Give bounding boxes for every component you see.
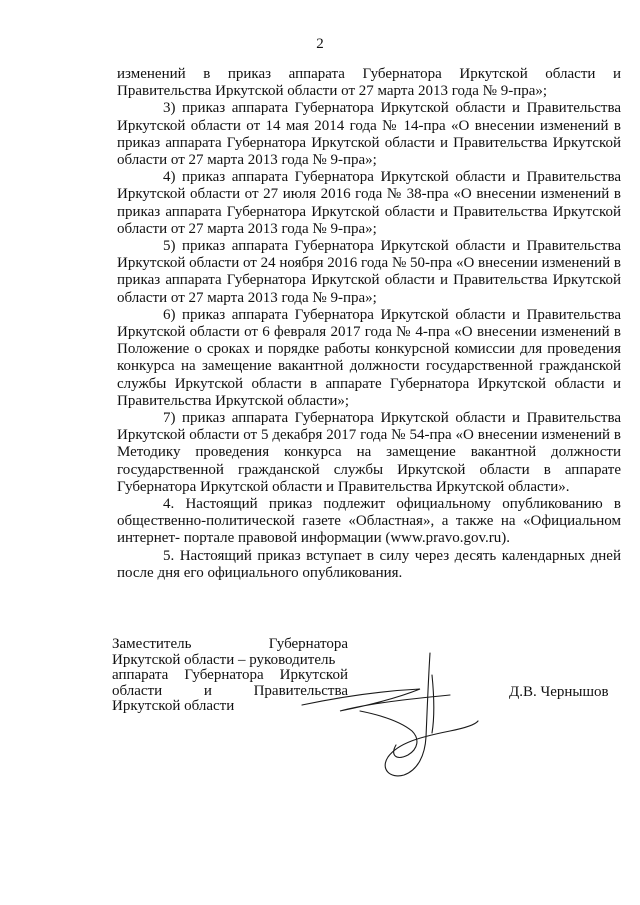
signatory-word: Правительства [253, 682, 348, 699]
paragraph-item-5: 5) приказ аппарата Губернатора Иркутской области и Правительства Иркутской области от 24 ноября 2016 года № 50-пра «О внесении изменений в приказ аппарата Губернатора Иркутской области и Правительства Иркутской области от 27 марта 2013 года № 9-пра»; [117, 238, 621, 306]
signatory-word: Иркутской [279, 667, 348, 683]
paragraph-item-7: 7) приказ аппарата Губернатора Иркутской области и Правительства Иркутской области от 5 декабря 2017 года № 54-пра «О внесении изменений в Методику проведения конкурса на замещение вакантной должности государственной гражданской службы Иркутской области в аппарате Губернатора Иркутской области и Правительства Иркутской области». [117, 410, 621, 495]
signatory-word: Губернатора [268, 636, 348, 652]
document-body [117, 66, 621, 582]
signatory-word: Заместитель [112, 636, 192, 652]
paragraph-clause-5: 5. Настоящий приказ вступает в силу через десять календарных дней после дня его официального опубликования. [117, 547, 621, 581]
signatory-word: области [112, 682, 163, 699]
signatory-word: и [203, 682, 212, 699]
signer-name: Д.В. Чернышов [509, 684, 609, 700]
page-number: 2 [316, 36, 324, 52]
signatory-word: Иркутской области – руководитель [112, 651, 336, 668]
signatory-word: Губернатора [184, 667, 264, 683]
paragraph-continuation: изменений в приказ аппарата Губернатора Иркутской области и Правительства Иркутской области от 27 марта 2013 года № 9-пра»; [117, 66, 621, 100]
signatory-word: Иркутской области [112, 698, 235, 714]
signatory-word: аппарата [112, 667, 169, 683]
handwritten-signature [300, 645, 480, 785]
paragraph-clause-4: 4. Настоящий приказ подлежит официальному опубликованию в общественно-политической газете «Областная», а также на «Официальном интернет- портале правовой информации (www.pravo.gov.ru). [117, 496, 621, 547]
paragraph-item-4: 4) приказ аппарата Губернатора Иркутской области и Правительства Иркутской области от 27 июля 2016 года № 38-пра «О внесении изменений в приказ аппарата Губернатора Иркутской области и Правительства Иркутской области от 27 марта 2013 года № 9-пра»; [117, 169, 621, 237]
paragraph-item-3: 3) приказ аппарата Губернатора Иркутской области и Правительства Иркутской области от 14 мая 2014 года № 14-пра «О внесении изменений в приказ аппарата Губернатора Иркутской области и Правительства Иркутской области от 27 марта 2013 года № 9-пра»; [117, 100, 621, 169]
paragraph-item-6: 6) приказ аппарата Губернатора Иркутской области и Правительства Иркутской области от 6 февраля 2017 года № 4-пра «О внесении изменений в Положение о сроках и порядке работы конкурсной комиссии для проведения конкурса на замещение вакантной должности государственной гражданской службы Иркутской области в аппарате Губернатора Иркутской области и Правительства Иркутской области»; [117, 306, 621, 409]
